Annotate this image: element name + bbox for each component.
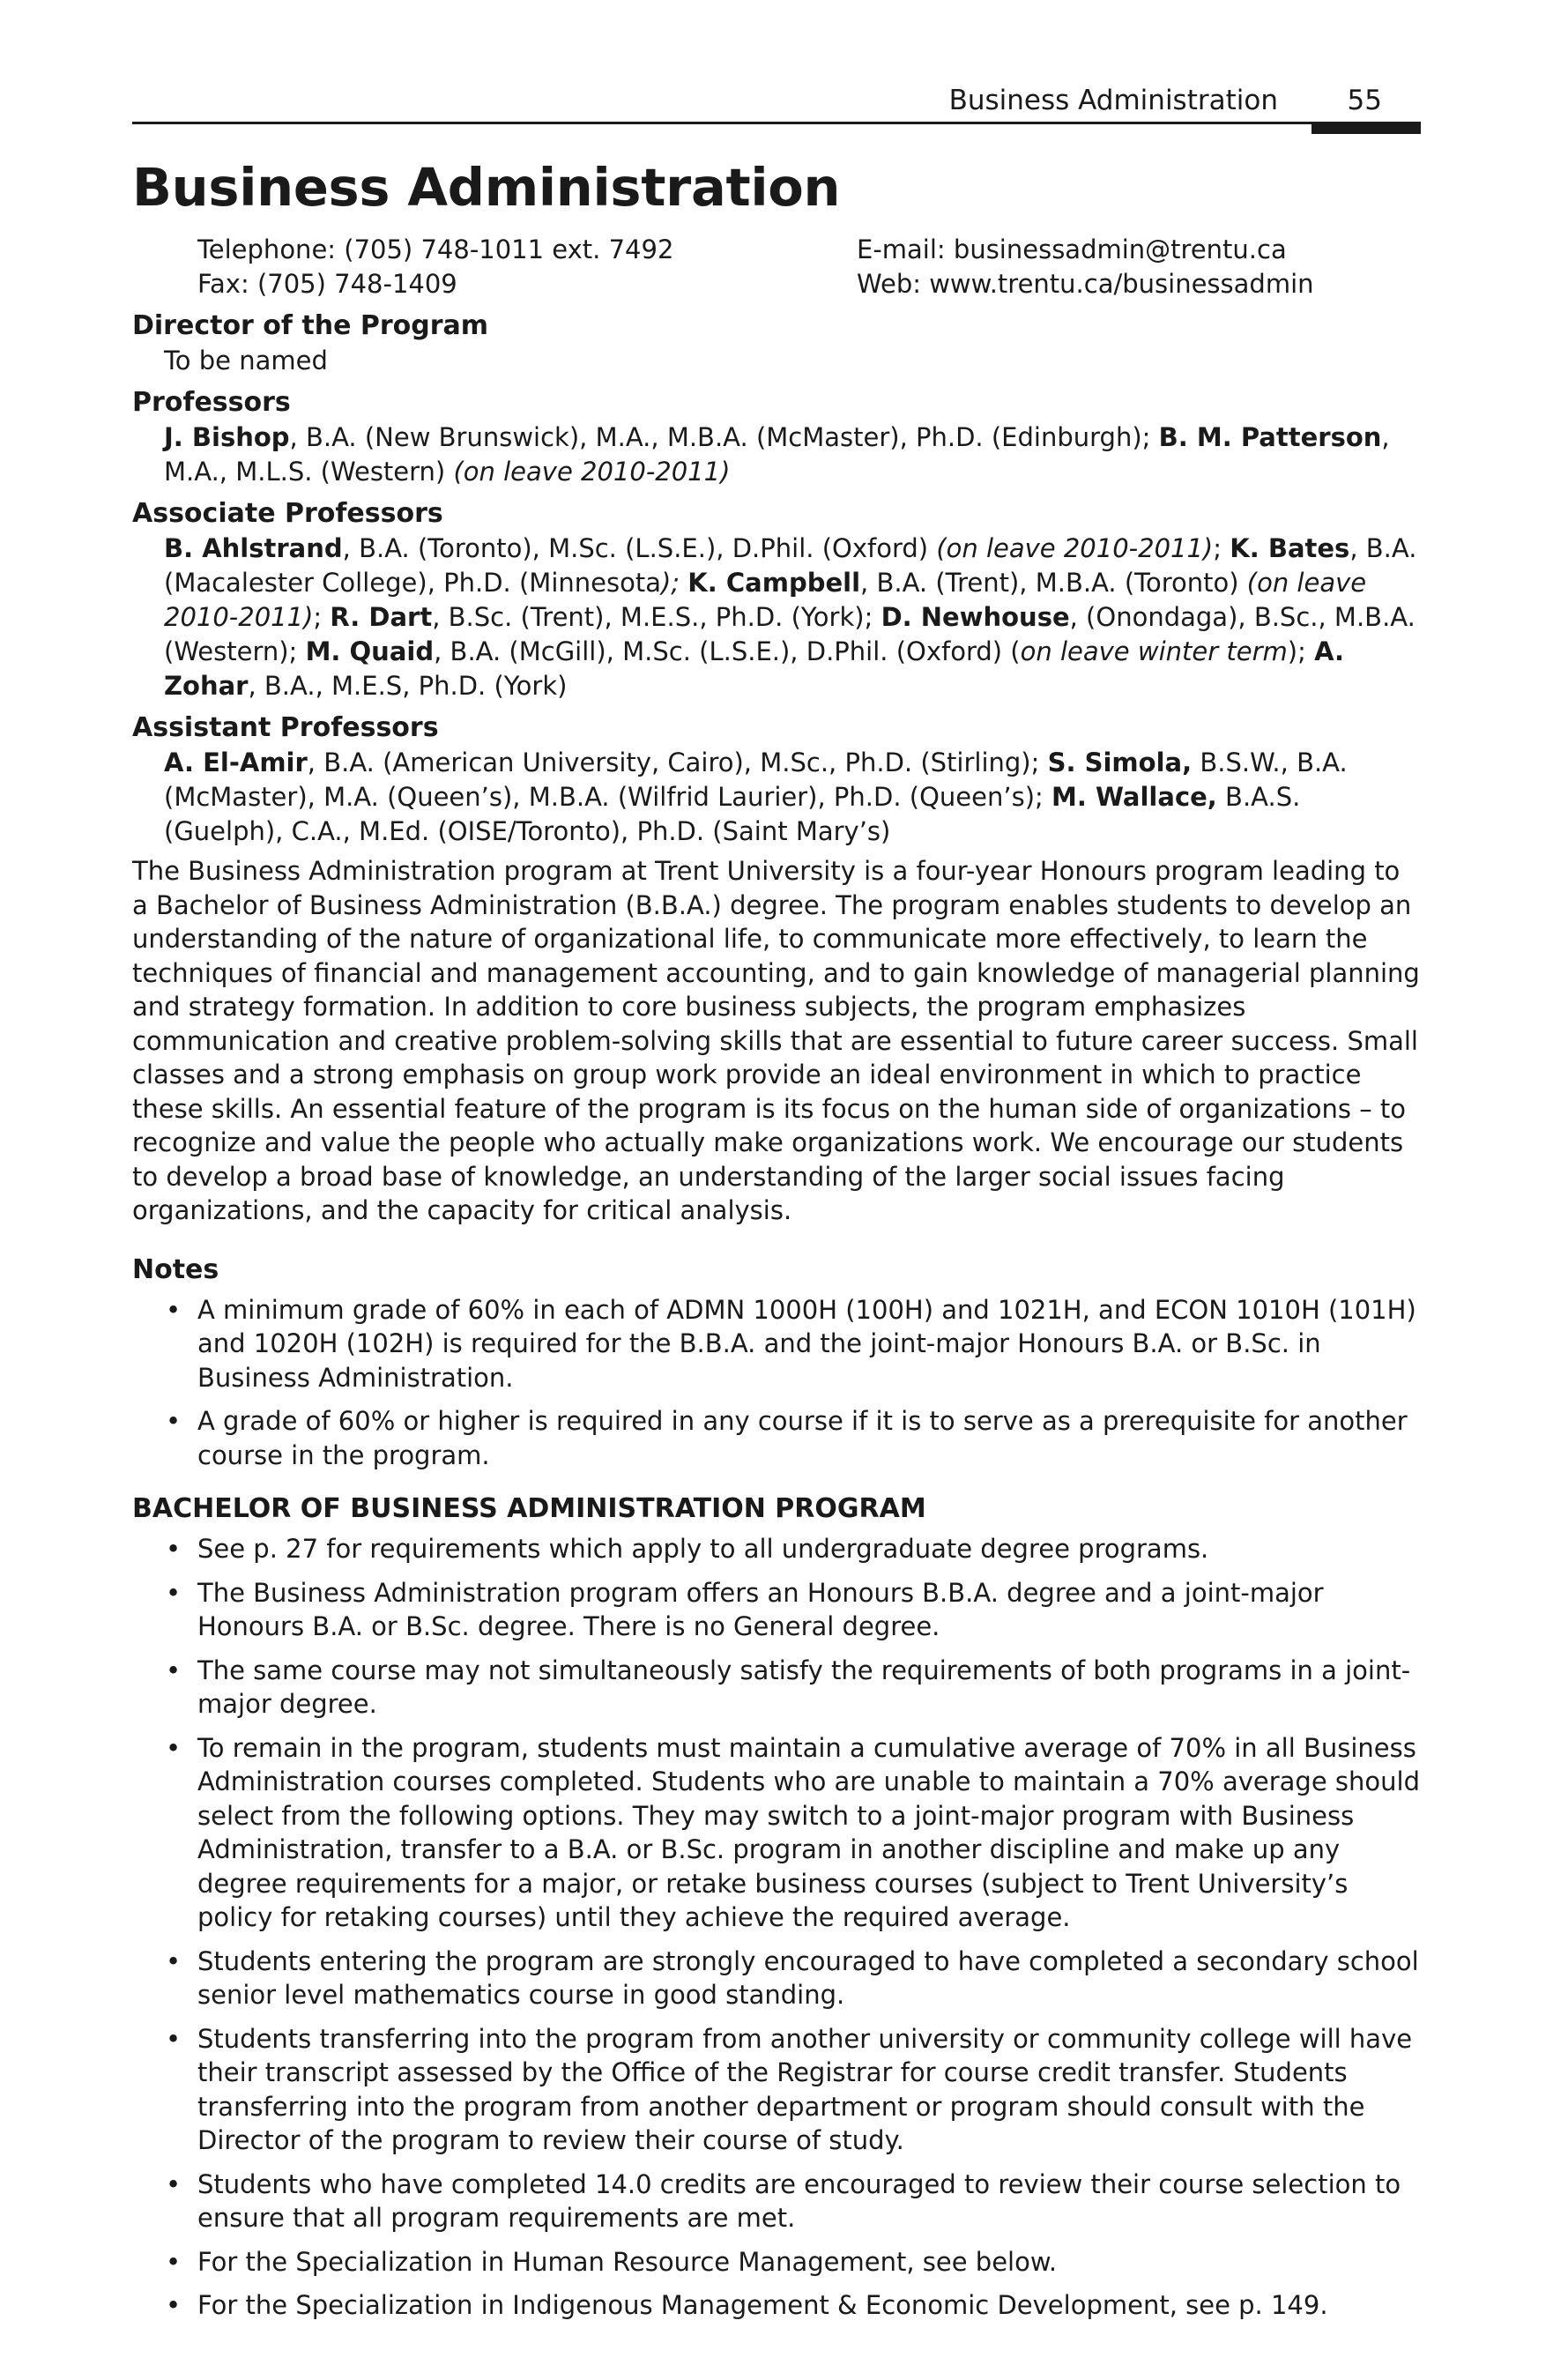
faculty-name: K. Bates (1230, 533, 1350, 563)
header-tab-block (1312, 122, 1421, 134)
faculty-name: B. M. Patterson (1158, 422, 1382, 452)
director-name: To be named (164, 346, 328, 376)
page-title: Business Administration (132, 157, 841, 218)
director-heading: Director of the Program (132, 310, 489, 341)
faculty-credentials: B.S.W., B.A. (McMaster), M.A. (Queen’s), M.B.A. (Wilfrid Laurier), Ph.D. (Queen’s); (164, 747, 1348, 812)
faculty-name: J. Bishop (164, 422, 290, 452)
list-item: • A grade of 60% or higher is required in any course if it is to serve as a prerequisite for another course in the program. (132, 1404, 1421, 1472)
running-header (132, 83, 1421, 122)
leave-note: on leave winter term (1020, 636, 1288, 666)
faculty-credentials: , B.A. (Trent), M.B.A. (Toronto) (860, 568, 1247, 598)
faculty-name: D. Newhouse (881, 602, 1070, 632)
faculty-name: M. Wallace, (1051, 782, 1217, 812)
list-item: • The Business Administration program offers an Honours B.B.A. degree and a joint-major Honours B.A. or B.Sc. degree. There is no General degree. (132, 1576, 1421, 1644)
contact-email[interactable]: E-mail: businessadmin@trentu.ca (857, 234, 1287, 264)
faculty-credentials: , B.Sc. (Trent), M.E.S., Ph.D. (York); (432, 602, 881, 632)
leave-note: (on leave 2010-2011) (936, 533, 1214, 563)
contact-info (197, 233, 1421, 301)
faculty-name: B. Ahlstrand (164, 533, 343, 563)
list-item: • Students who have completed 14.0 credits are encouraged to review their course selection to ensure that all program requirements are met. (132, 2168, 1421, 2235)
list-item: • To remain in the program, students must maintain a cumulative average of 70% in all Business Administration courses completed. Students who are unable to maintain a 70% average should select from the following options. They may switch to a joint-major program with Business Administration, transfer to a B.A. or B.Sc. program in another discipline and make up any degree requirements for a major, or retake business courses (subject to Trent University’s policy for retaking courses) until they achieve the required average. (132, 1731, 1421, 1935)
faculty-credentials: , B.A. (New Brunswick), M.A., M.B.A. (McMaster), Ph.D. (Edinburgh); (289, 422, 1159, 452)
contact-telephone: Telephone: (705) 748-1011 ext. 7492 (197, 234, 674, 264)
faculty-name: S. Simola, (1047, 747, 1193, 777)
bba-program-list (132, 1532, 1421, 2323)
faculty-credentials: , (Onondaga), B.Sc., M.B.A. (Western); (164, 602, 1416, 666)
associate-professors-heading: Associate Professors (132, 498, 443, 529)
separator: ); (1287, 636, 1315, 666)
contact-web[interactable]: Web: www.trentu.ca/businessadmin (857, 269, 1314, 299)
separator: ; (1213, 533, 1230, 563)
assistant-professors-heading: Assistant Professors (132, 712, 439, 743)
list-item: • A minimum grade of 60% in each of ADMN 1000H (100H) and 1021H, and ECON 1010H (101H) and 1020H (102H) is required for the B.B.A. and the joint-major Honours B.A. or B.Sc. in Business Administration. (132, 1293, 1421, 1395)
page-content (132, 152, 1421, 2332)
faculty-name: K. Campbell (687, 568, 861, 598)
page-number: 55 (1347, 85, 1382, 116)
faculty-credentials: B.A.S. (Guelph), C.A., M.Ed. (OISE/Toronto), Ph.D. (Saint Mary’s) (164, 782, 1301, 846)
faculty-credentials: , M.A., M.L.S. (Western) (164, 422, 1390, 487)
faculty-name: R. Dart (330, 602, 433, 632)
professors-heading: Professors (132, 387, 291, 418)
list-item: • For the Specialization in Human Resource Management, see below. (132, 2245, 1421, 2280)
list-item: • For the Specialization in Indigenous Management & Economic Development, see p. 149. (132, 2288, 1421, 2323)
list-item: • Students entering the program are strongly encouraged to have completed a secondary school senior level mathematics course in good standing. (132, 1945, 1421, 2012)
associate-professors-list (164, 532, 1421, 703)
leave-note: (on leave 2010-2011) (453, 457, 731, 487)
faculty-credentials: , B.A. (American University, Cairo), M.Sc., Ph.D. (Stirling); (307, 747, 1048, 777)
faculty-credentials: , B.A. (Toronto), M.Sc. (L.S.E.), D.Phil. (Oxford) (342, 533, 937, 563)
professors-list (164, 420, 1421, 489)
faculty-name: M. Quaid (305, 636, 435, 666)
separator: ); (660, 568, 688, 598)
faculty-credentials: , B.A. (McGill), M.Sc. (L.S.E.), D.Phil. (Oxford) ( (434, 636, 1021, 666)
running-header-section: Business Administration (948, 85, 1278, 116)
bba-program-heading: BACHELOR OF BUSINESS ADMINISTRATION PROGRAM (132, 1493, 926, 1524)
list-item: • The same course may not simultaneously satisfy the requirements of both programs in a joint-major degree. (132, 1654, 1421, 1722)
assistant-professors-list (164, 746, 1421, 849)
program-description: The Business Administration program at Trent University is a four-year Honours program leading to a Bachelor of Business Administration (B.B.A.) degree. The program enables students to develop an understanding of the nature of organizational life, to communicate more effectively, to learn the techniques of financial and management accounting, and to gain knowledge of managerial planning and strategy formation. In addition to core business subjects, the program emphasizes communication and creative problem-solving skills that are essential to future career success. Small classes and a strong emphasis on group work provide an ideal environment in which to practice these skills. An essential feature of the program is its focus on the human side of organizations – to recognize and value the people who actually make organizations work. We encourage our students to develop a broad base of knowledge, an understanding of the larger social issues facing organizations, and the capacity for critical analysis. (132, 856, 1420, 1225)
list-item: • See p. 27 for requirements which apply to all undergraduate degree programs. (132, 1532, 1421, 1566)
list-item: • Students transferring into the program from another university or community college will have their transcript assessed by the Office of the Registrar for course credit transfer. Students transferring into the program from another department or program should consult with the Director of the program to review their course of study. (132, 2022, 1421, 2158)
faculty-name: A. Zohar (164, 636, 1345, 701)
faculty-credentials: , B.A., M.E.S, Ph.D. (York) (248, 671, 568, 701)
faculty-name: A. El-Amir (164, 747, 308, 777)
leave-note: (on leave 2010-2011) (164, 568, 1367, 632)
contact-online-column (857, 233, 1421, 301)
header-rule (132, 122, 1421, 124)
notes-heading: Notes (132, 1253, 219, 1285)
contact-fax: Fax: (705) 748-1409 (197, 269, 457, 299)
notes-list (132, 1293, 1421, 1473)
contact-phone-column (197, 233, 857, 301)
separator: ; (313, 602, 331, 632)
faculty-credentials: , B.A. (Macalester College), Ph.D. (Minnesota (164, 533, 1417, 598)
